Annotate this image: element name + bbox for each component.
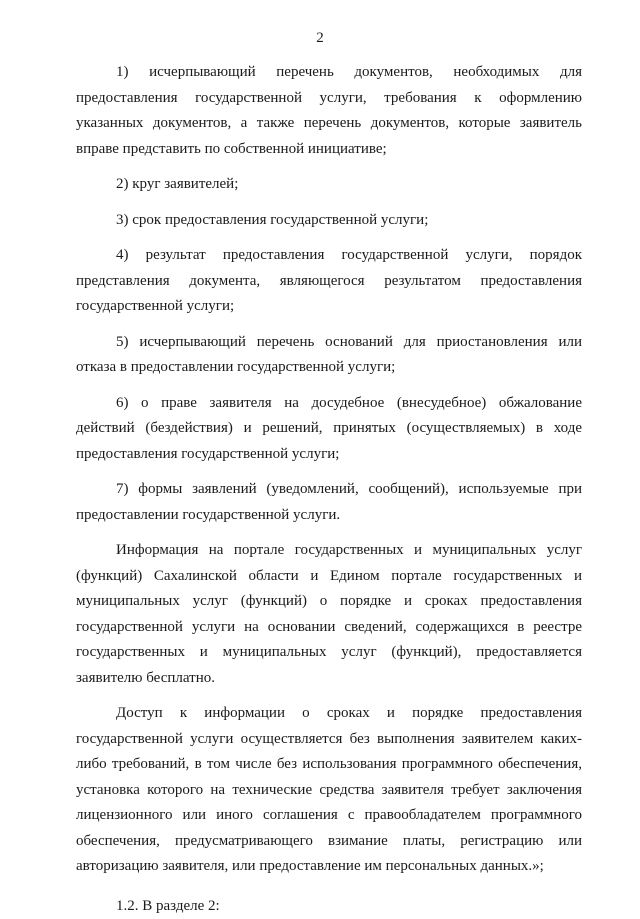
paragraph-item-4: 4) результат предоставления государственной услуги, порядок представления документа, являющегося результатом предоставления государственной услуги;	[76, 243, 582, 320]
paragraph-access-information: Доступ к информации о сроках и порядке предоставления государственной услуги осуществляется без выполнения заявителем каких-либо требований, в том числе без использования программного обеспечения, установка которого на технические средства заявителя требует заключения лицензионного или иного соглашения с правообладателем программного обеспечения, предусматривающего взимание платы, регистрацию или авторизацию заявителя, или предоставление им персональных данных.»;	[76, 701, 582, 880]
paragraph-item-3: 3) срок предоставления государственной услуги;	[76, 208, 582, 234]
paragraph-information-portal: Информация на портале государственных и муниципальных услуг (функций) Сахалинской области и Едином портале государственных и муниципальных услуг (функций) о порядке и сроках предоставления государственной услуги на основании сведений, содержащихся в реестре государственных и муниципальных услуг (функций), предоставляется заявителю бесплатно.	[76, 538, 582, 691]
page-number: 2	[0, 30, 640, 47]
paragraph-item-2: 2) круг заявителей;	[76, 172, 582, 198]
document-body	[76, 60, 582, 919]
paragraph-item-5: 5) исчерпывающий перечень оснований для приостановления или отказа в предоставлении государственной услуги;	[76, 330, 582, 381]
paragraph-item-1: 1) исчерпывающий перечень документов, необходимых для предоставления государственной услуги, требования к оформлению указанных документов, а также перечень документов, которые заявитель вправе представить по собственной инициативе;	[76, 60, 582, 162]
paragraph-item-7: 7) формы заявлений (уведомлений, сообщений), используемые при предоставлении государственной услуги.	[76, 477, 582, 528]
paragraph-section-heading: 1.2. В разделе 2:	[76, 894, 582, 919]
paragraph-item-6: 6) о праве заявителя на досудебное (внесудебное) обжалование действий (бездействия) и решений, принятых (осуществляемых) в ходе предоставления государственной услуги;	[76, 391, 582, 468]
